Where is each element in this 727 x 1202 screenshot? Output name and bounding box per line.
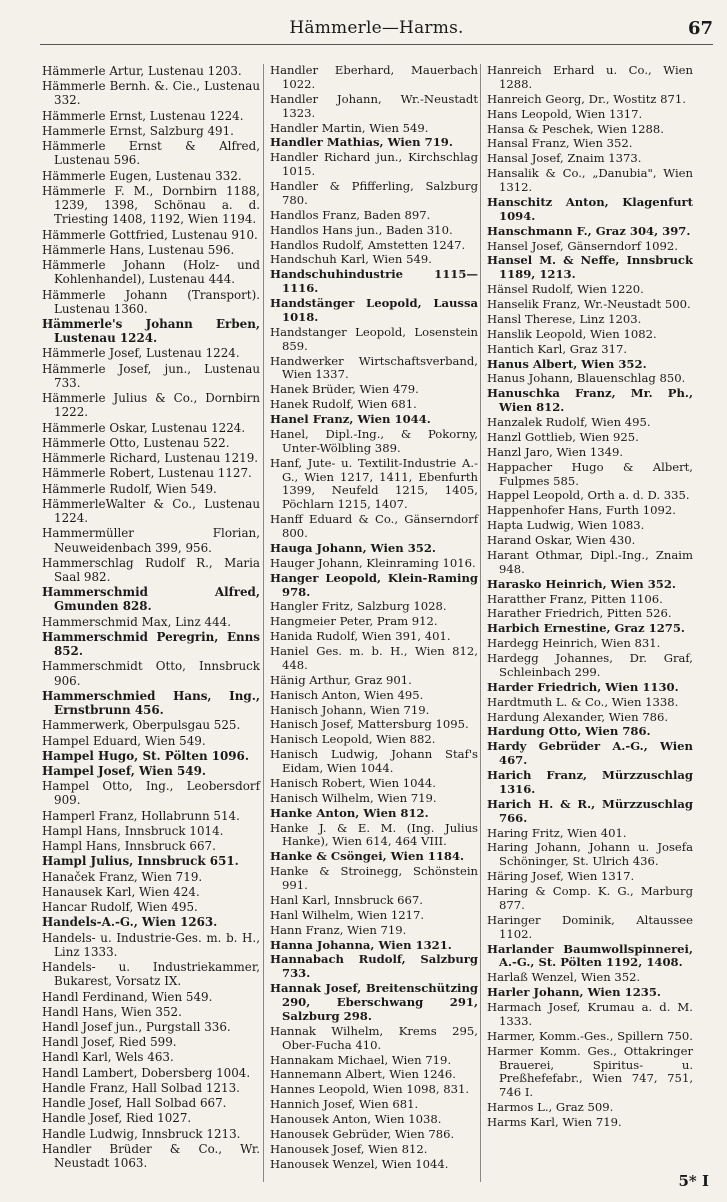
directory-entry: Hansel M. & Neffe, Innsbruck 1189, 1213. bbox=[487, 253, 693, 282]
directory-entry: Hansl Therese, Linz 1203. bbox=[487, 311, 642, 326]
directory-entry: Hanf, Jute- u. Textilit-Industrie A.-G., Wien 1217, 1411, Ebenfurth 1399, Neufeld 1215, 1405, Pöchlarn 1215, 1407. bbox=[270, 455, 478, 512]
directory-entry: Hanreich Georg, Dr., Wostitz 871. bbox=[487, 91, 686, 106]
directory-entry: Harmos L., Graz 509. bbox=[487, 1100, 614, 1115]
directory-entry: Hämmerle Rudolf, Wien 549. bbox=[42, 481, 217, 496]
directory-entry: Hans Leopold, Wien 1317. bbox=[487, 106, 643, 121]
directory-entry: Hanger Leopold, Klein-Raming 978. bbox=[270, 570, 478, 599]
directory-entry: Haringer Dominik, Altaussee 1102. bbox=[487, 912, 693, 941]
directory-entry: Handler Brüder & Co., Wr. Neustadt 1063. bbox=[42, 1141, 260, 1171]
directory-entry: Hanisch Josef, Mattersburg 1095. bbox=[270, 717, 469, 732]
directory-column-2 bbox=[263, 64, 478, 1182]
directory-entry: Handlos Hans jun., Baden 310. bbox=[270, 222, 453, 237]
directory-entry: Hannabach Rudolf, Salzburg 733. bbox=[270, 952, 478, 981]
directory-entry: Hantich Karl, Graz 317. bbox=[487, 341, 628, 356]
directory-entry: Hampel Eduard, Wien 549. bbox=[42, 733, 206, 748]
directory-entry: Hamperl Franz, Hollabrunn 514. bbox=[42, 808, 240, 823]
directory-entry: Hanuschka Franz, Mr. Ph., Wien 812. bbox=[487, 386, 693, 415]
directory-entry: Hanreich Erhard u. Co., Wien 1288. bbox=[487, 63, 693, 91]
directory-entry: Handler & Pfifferling, Salzburg 780. bbox=[270, 179, 478, 207]
directory-entry: Handle Josef, Hall Solbad 667. bbox=[42, 1096, 227, 1111]
directory-entry: Hanisch Leopold, Wien 882. bbox=[270, 732, 436, 747]
directory-entry: Handler Johann, Wr.-Neustadt 1323. bbox=[270, 91, 478, 120]
directory-column-1 bbox=[42, 64, 260, 1171]
directory-entry: Hanzl Jaro, Wien 1349. bbox=[487, 444, 624, 459]
directory-entry: Hampel Josef, Wien 549. bbox=[42, 764, 206, 779]
directory-entry: Hardegg Heinrich, Wien 831. bbox=[487, 636, 661, 651]
header-rule bbox=[40, 44, 713, 45]
directory-entry: Hämmerle Ernst & Alfred, Lustenau 596. bbox=[42, 139, 260, 168]
directory-entry: HämmerleWalter & Co., Lustenau 1224. bbox=[42, 496, 260, 526]
directory-entry: Handwerker Wirtschaftsverband, Wien 1337. bbox=[270, 353, 478, 382]
directory-entry: Hänig Arthur, Graz 901. bbox=[270, 672, 412, 687]
directory-entry: Hanousek Wenzel, Wien 1044. bbox=[270, 1156, 449, 1171]
directory-entry: Hannak Wilhelm, Krems 295, Ober-Fucha 410. bbox=[270, 1023, 478, 1052]
page-header bbox=[40, 18, 713, 44]
directory-entry: Handschuhindustrie 1115—1116. bbox=[270, 267, 478, 296]
directory-entry: Hammerle Ernst, Salzburg 491. bbox=[42, 123, 234, 138]
page-number: 67 bbox=[687, 18, 713, 39]
directory-entry: Handler Richard jun., Kirchschlag 1015. bbox=[270, 150, 478, 179]
directory-entry: Hanisch Ludwig, Johann Staf's Eidam, Wien 1044. bbox=[270, 747, 478, 775]
directory-entry: Hämmerle Robert, Lustenau 1127. bbox=[42, 466, 252, 481]
directory-entry: Harand Oskar, Wien 430. bbox=[487, 533, 636, 547]
directory-entry: Hämmerle Eugen, Lustenau 332. bbox=[42, 168, 242, 183]
directory-entry: Hardung Otto, Wien 786. bbox=[487, 724, 651, 739]
directory-entry: Hardtmuth L. & Co., Wien 1338. bbox=[487, 694, 679, 709]
directory-entry: Hanl Karl, Innsbruck 667. bbox=[270, 892, 423, 907]
directory-entry: Hanausek Karl, Wien 424. bbox=[42, 884, 200, 899]
directory-entry: Hanzalek Rudolf, Wien 495. bbox=[487, 415, 651, 429]
directory-entry: Hämmerle F. M., Dornbirn 1188, 1239, 1398, Schönau a. d. Triesting 1408, 1192, Wien 1194. bbox=[42, 183, 260, 227]
directory-entry: Handle Franz, Hall Solbad 1213. bbox=[42, 1080, 240, 1095]
directory-entry: Hänsel Rudolf, Wien 1220. bbox=[487, 282, 644, 297]
directory-entry: Hämmerle Hans, Lustenau 596. bbox=[42, 242, 235, 257]
directory-entry: Hansal Franz, Wien 352. bbox=[487, 136, 633, 151]
directory-entry: Hämmerle Artur, Lustenau 1203. bbox=[42, 64, 242, 78]
directory-entry: Hämmerle Julius & Co., Dornbirn 1222. bbox=[42, 391, 260, 420]
directory-entry: Hanel Franz, Wien 1044. bbox=[270, 412, 431, 426]
directory-entry: Harmer Komm. Ges., Ottakringer Brauerei, Spiritus- u. Preßhefefabr., Wien 747, 751, 746 I. bbox=[487, 1043, 693, 1100]
directory-entry: Hämmerle Johann (Transport). Lustenau 1360. bbox=[42, 287, 260, 316]
directory-entry: Hanff Eduard & Co., Gänserndorf 800. bbox=[270, 512, 478, 540]
directory-entry: Hammerwerk, Oberpulsgau 525. bbox=[42, 718, 241, 733]
directory-entry: Hanisch Anton, Wien 495. bbox=[270, 687, 424, 702]
printer-signature: 5* I bbox=[678, 1172, 709, 1190]
directory-entry: Hanek Rudolf, Wien 681. bbox=[270, 397, 417, 412]
directory-entry: Hardy Gebrüder A.-G., Wien 467. bbox=[487, 739, 693, 768]
directory-entry: Hangmeier Peter, Pram 912. bbox=[270, 614, 438, 629]
directory-entry: Handler Eberhard, Mauerbach 1022. bbox=[270, 63, 478, 91]
directory-entry: Harasko Heinrich, Wien 352. bbox=[487, 576, 676, 591]
directory-entry: Hanzl Gottlieb, Wien 925. bbox=[487, 429, 639, 444]
directory-entry: Hanschmann F., Graz 304, 397. bbox=[487, 223, 691, 238]
directory-entry: Handle Josef, Ried 1027. bbox=[42, 1111, 192, 1126]
directory-entry: Hanisch Robert, Wien 1044. bbox=[270, 775, 436, 790]
directory-entry: Handler Mathias, Wien 719. bbox=[270, 135, 453, 150]
directory-entry: Hämmerle Richard, Lustenau 1219. bbox=[42, 451, 259, 466]
directory-entry: Happacher Hugo & Albert, Fulpmes 585. bbox=[487, 459, 693, 488]
directory-entry: Happenhofer Hans, Furth 1092. bbox=[487, 503, 676, 518]
directory-entry: Häring Josef, Wien 1317. bbox=[487, 869, 635, 884]
directory-entry: Hanschitz Anton, Klagenfurt 1094. bbox=[487, 194, 693, 223]
directory-entry: Hammermüller Florian, Neuweidenbach 399, 956. bbox=[42, 526, 260, 555]
directory-entry: Handels-A.-G., Wien 1263. bbox=[42, 915, 218, 930]
directory-entry: Hanke J. & E. M. (Ing. Julius Hanke), Wien 614, 464 VIII. bbox=[270, 820, 478, 849]
directory-entry: Hanisch Johann, Wien 719. bbox=[270, 702, 430, 717]
directory-entry: Handschuh Karl, Wien 549. bbox=[270, 252, 432, 267]
directory-entry: Hangler Fritz, Salzburg 1028. bbox=[270, 599, 447, 614]
directory-entry: Hannemann Albert, Wien 1246. bbox=[270, 1067, 456, 1082]
directory-entry: Handstanger Leopold, Losenstein 859. bbox=[270, 324, 478, 353]
directory-entry: Hannakam Michael, Wien 719. bbox=[270, 1052, 452, 1067]
directory-entry: Happel Leopold, Orth a. d. D. 335. bbox=[487, 488, 690, 503]
directory-entry: Hanus Albert, Wien 352. bbox=[487, 356, 647, 371]
directory-entry: Hampl Hans, Innsbruck 1014. bbox=[42, 823, 224, 838]
directory-entry: Handlos Rudolf, Amstetten 1247. bbox=[270, 237, 466, 252]
directory-entry: Harlaß Wenzel, Wien 352. bbox=[487, 970, 641, 985]
directory-entry: Hanousek Gebrüder, Wien 786. bbox=[270, 1126, 455, 1141]
directory-entry: Hansal Josef, Znaim 1373. bbox=[487, 151, 642, 166]
directory-entry: Handl Lambert, Dobersberg 1004. bbox=[42, 1065, 251, 1080]
directory-entry: Hanel, Dipl.-Ing., & Pokorny, Unter-Wölbling 389. bbox=[270, 426, 478, 455]
directory-entry: Hanke Anton, Wien 812. bbox=[270, 805, 429, 820]
directory-entry: Hanselik Franz, Wr.-Neustadt 500. bbox=[487, 297, 691, 311]
directory-entry: Hanna Johanna, Wien 1321. bbox=[270, 937, 452, 952]
directory-entry: Hanke & Csöngei, Wien 1184. bbox=[270, 849, 465, 864]
directory-entry: Hansalik & Co., „Danubia", Wien 1312. bbox=[487, 166, 693, 194]
directory-entry: Hanaček Franz, Wien 719. bbox=[42, 869, 203, 884]
directory-entry: Harlander Baumwollspinnerei, A.-G., St. Pölten 1192, 1408. bbox=[487, 941, 693, 970]
directory-entry: Harmer, Komm.-Ges., Spillern 750. bbox=[487, 1028, 693, 1043]
directory-entry: Harich Franz, Mürzzuschlag 1316. bbox=[487, 768, 693, 796]
directory-entry: Hanke & Stroinegg, Schönstein 991. bbox=[270, 864, 478, 892]
directory-entry: Hanida Rudolf, Wien 391, 401. bbox=[270, 629, 451, 644]
directory-entry: Handl Ferdinand, Wien 549. bbox=[42, 989, 213, 1004]
directory-entry: Hammerschmid Peregrin, Enns 852. bbox=[42, 629, 260, 659]
directory-entry: Handl Karl, Wels 463. bbox=[42, 1050, 174, 1065]
directory-entry: Hannak Josef, Breitenschützing 290, Eberschwang 291, Salzburg 298. bbox=[270, 981, 478, 1023]
directory-entry: Hämmerle Oskar, Lustenau 1224. bbox=[42, 420, 246, 435]
directory-entry: Hammerschmidt Otto, Innsbruck 906. bbox=[42, 659, 260, 688]
directory-entry: Hann Franz, Wien 719. bbox=[270, 922, 407, 937]
directory-entry: Hanus Johann, Blauenschlag 850. bbox=[487, 371, 686, 386]
directory-entry: Harich H. & R., Mürzzuschlag 766. bbox=[487, 796, 693, 825]
directory-entry: Hämmerle Johann (Holz- und Kohlenhandel), Lustenau 444. bbox=[42, 258, 260, 287]
directory-entry: Haring Fritz, Wien 401. bbox=[487, 825, 627, 840]
directory-entry: Haring Johann, Johann u. Josefa Schöninger, St. Ulrich 436. bbox=[487, 840, 693, 869]
directory-entry: Hanousek Anton, Wien 1038. bbox=[270, 1112, 442, 1126]
directory-entry: Harmach Josef, Krumau a. d. M. 1333. bbox=[487, 1000, 693, 1028]
directory-entry: Handler Martin, Wien 549. bbox=[270, 120, 429, 135]
directory-entry: Hampel Hugo, St. Pölten 1096. bbox=[42, 748, 249, 763]
directory-entry: Handl Hans, Wien 352. bbox=[42, 1004, 182, 1019]
directory-entry: Hämmerle Bernh. &. Cie., Lustenau 332. bbox=[42, 79, 260, 108]
directory-entry: Haratther Franz, Pitten 1106. bbox=[487, 591, 663, 606]
directory-entry: Hammerschlag Rudolf R., Maria Saal 982. bbox=[42, 555, 260, 584]
directory-entry: Haring & Comp. K. G., Marburg 877. bbox=[487, 884, 693, 912]
directory-entry: Hammerschmied Hans, Ing., Ernstbrunn 456. bbox=[42, 688, 260, 718]
directory-entry: Hanl Wilhelm, Wien 1217. bbox=[270, 907, 425, 922]
directory-entry: Hammerschmid Alfred, Gmunden 828. bbox=[42, 585, 260, 614]
directory-entry: Hampel Otto, Ing., Leobersdorf 909. bbox=[42, 779, 260, 808]
directory-entry: Hancar Rudolf, Wien 495. bbox=[42, 900, 198, 915]
directory-entry: Hauga Johann, Wien 352. bbox=[270, 540, 436, 555]
directory-entry: Hämmerle Ernst, Lustenau 1224. bbox=[42, 108, 244, 123]
directory-entry: Harms Karl, Wien 719. bbox=[487, 1115, 622, 1129]
directory-column-3 bbox=[480, 64, 693, 1182]
directory-entry: Hämmerle Gottfried, Lustenau 910. bbox=[42, 227, 258, 242]
directory-entry: Hapta Ludwig, Wien 1083. bbox=[487, 518, 645, 533]
directory-entry: Handlos Franz, Baden 897. bbox=[270, 207, 431, 222]
directory-entry: Harbich Ernestine, Graz 1275. bbox=[487, 621, 685, 636]
page-title: Hämmerle—Harms. bbox=[289, 18, 464, 38]
directory-entry: Haniel Ges. m. b. H., Wien 812, 448. bbox=[270, 644, 478, 672]
directory-entry: Harant Othmar, Dipl.-Ing., Znaim 948. bbox=[487, 547, 693, 576]
directory-entry: Hampl Hans, Innsbruck 667. bbox=[42, 839, 216, 854]
directory-entry: Harler Johann, Wien 1235. bbox=[487, 985, 661, 1000]
directory-entry: Handstänger Leopold, Laussa 1018. bbox=[270, 296, 478, 324]
directory-entry: Hämmerle Josef, jun., Lustenau 733. bbox=[42, 361, 260, 390]
directory-entry: Hanek Brüder, Wien 479. bbox=[270, 382, 419, 397]
directory-entry: Handl Josef, Ried 599. bbox=[42, 1035, 177, 1050]
directory-entry: Hannich Josef, Wien 681. bbox=[270, 1097, 419, 1112]
directory-entry: Hardegg Johannes, Dr. Graf, Schleinbach 299. bbox=[487, 651, 693, 679]
directory-entry: Handl Josef jun., Purgstall 336. bbox=[42, 1020, 231, 1034]
directory-entry: Handels- u. Industriekammer, Bukarest, Vorsatz IX. bbox=[42, 960, 260, 989]
directory-entry: Hanslik Leopold, Wien 1082. bbox=[487, 326, 657, 341]
directory-entry: Handels- u. Industrie-Ges. m. b. H., Linz 1333. bbox=[42, 930, 260, 959]
directory-entry: Hämmerle Otto, Lustenau 522. bbox=[42, 435, 230, 450]
directory-entry: Hauger Johann, Kleinraming 1016. bbox=[270, 555, 476, 570]
directory-entry: Hämmerle's Johann Erben, Lustenau 1224. bbox=[42, 316, 260, 346]
directory-entry: Hampl Julius, Innsbruck 651. bbox=[42, 854, 239, 869]
directory-entry: Hansel Josef, Gänserndorf 1092. bbox=[487, 238, 678, 253]
directory-entry: Hansa & Peschek, Wien 1288. bbox=[487, 121, 664, 136]
directory-entry: Hammerschmid Max, Linz 444. bbox=[42, 614, 232, 629]
directory-entry: Handle Ludwig, Innsbruck 1213. bbox=[42, 1126, 241, 1141]
directory-entry: Hardung Alexander, Wien 786. bbox=[487, 709, 669, 724]
directory-entry: Hanousek Josef, Wien 812. bbox=[270, 1141, 428, 1156]
directory-entry: Hannes Leopold, Wien 1098, 831. bbox=[270, 1082, 470, 1097]
directory-entry: Hämmerle Josef, Lustenau 1224. bbox=[42, 346, 240, 361]
directory-entry: Hanisch Wilhelm, Wien 719. bbox=[270, 790, 437, 805]
directory-entry: Harather Friedrich, Pitten 526. bbox=[487, 606, 672, 621]
directory-entry: Harder Friedrich, Wien 1130. bbox=[487, 679, 679, 694]
